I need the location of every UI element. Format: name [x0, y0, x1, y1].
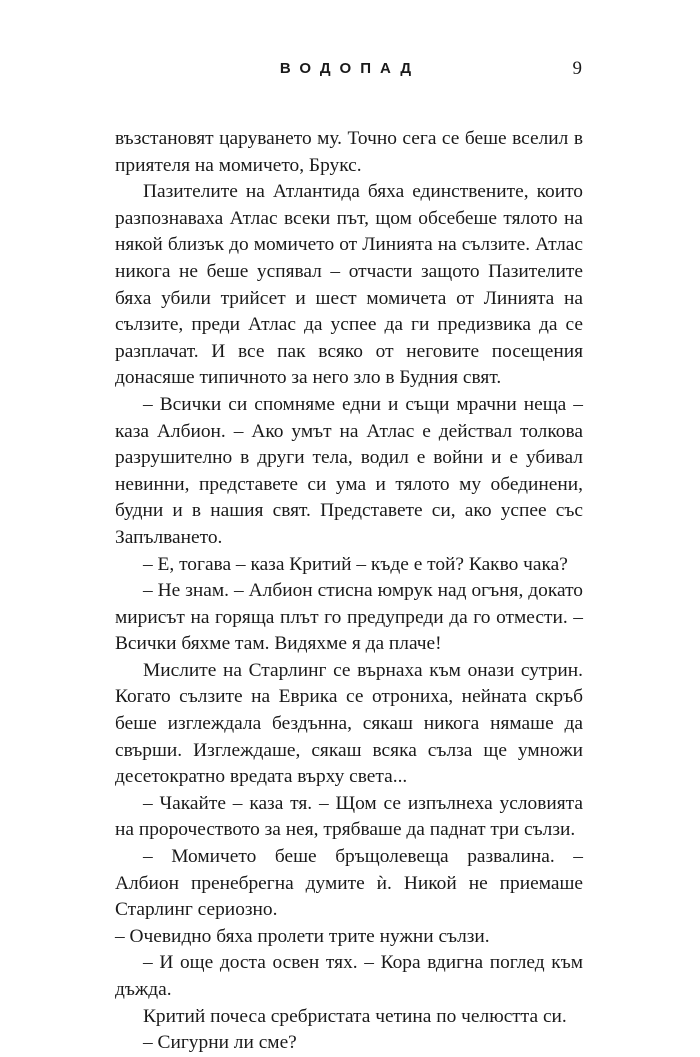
- paragraph-10: – И още доста освен тях. – Кора вдигна поглед към дъжда.: [115, 952, 583, 1000]
- body-text: [115, 126, 583, 1057]
- paragraph-11: Критий почеса сребристата четина по челюстта си.: [143, 1005, 567, 1027]
- paragraph-9: – Очевидно бяха пролети трите нужни сълзи.: [115, 925, 490, 947]
- paragraph-1: възстановят царуването му. Точно сега се беше вселил в приятеля на момичето, Брукс.: [115, 128, 583, 176]
- paragraph-2: Пазителите на Атлантида бяха единствените, които разпознаваха Атлас всеки път, щом обсебеше тялото на някой близък до момичето от Линията на сълзите. Атлас никога не беше успявал – отчасти защото Пазителите бяха убили трийсет и шест момичета от Линията на сълзите, преди Атлас да успее да ги предизвика да се разплачат. И все пак всяко от неговите посещения донасяше типичното за него зло в Будния свят.: [115, 181, 583, 389]
- paragraph-6: Мислите на Старлинг се върнаха към онази сутрин. Когато сълзите на Еврика се отрониха, нейната скръб беше изглеждала бездънна, сякаш никога нямаше да свърши. Изглеждаше, сякаш всяка сълза ще умножи десетократно вредата върху света...: [115, 659, 583, 788]
- paragraph-3: – Всички си спомняме едни и същи мрачни неща – каза Албион. – Ако умът на Атлас е действал толкова разрушително в други тела, водил е войни и е убивал невинни, представете си ума и тялото му обединени, будни и в нашия свят. Представете си, ако успее със Запълването.: [115, 393, 583, 548]
- paragraph-7: – Чакайте – каза тя. – Щом се изпълнеха условията на пророчеството за нея, трябваше да паднат три сълзи.: [115, 792, 583, 841]
- running-head: [0, 58, 700, 88]
- page-number: 9: [572, 58, 582, 79]
- running-title: ВОДОПАД: [279, 60, 421, 77]
- paragraph-5: – Не знам. – Албион стисна юмрук над огъня, докато мирисът на горяща плът го предупреди да го отмести. – Всички бяхме там. Видяхме я да плаче!: [115, 580, 583, 655]
- paragraph-8: – Момичето беше бръщолевеща развалина. – Албион пренебрегна думите ѝ. Никой не приемаше Старлинг сериозно.: [115, 846, 583, 921]
- paragraph-12: – Сигурни ли сме?: [143, 1032, 297, 1054]
- paragraph-4: – Е, тогава – каза Критий – къде е той? Какво чака?: [143, 553, 568, 575]
